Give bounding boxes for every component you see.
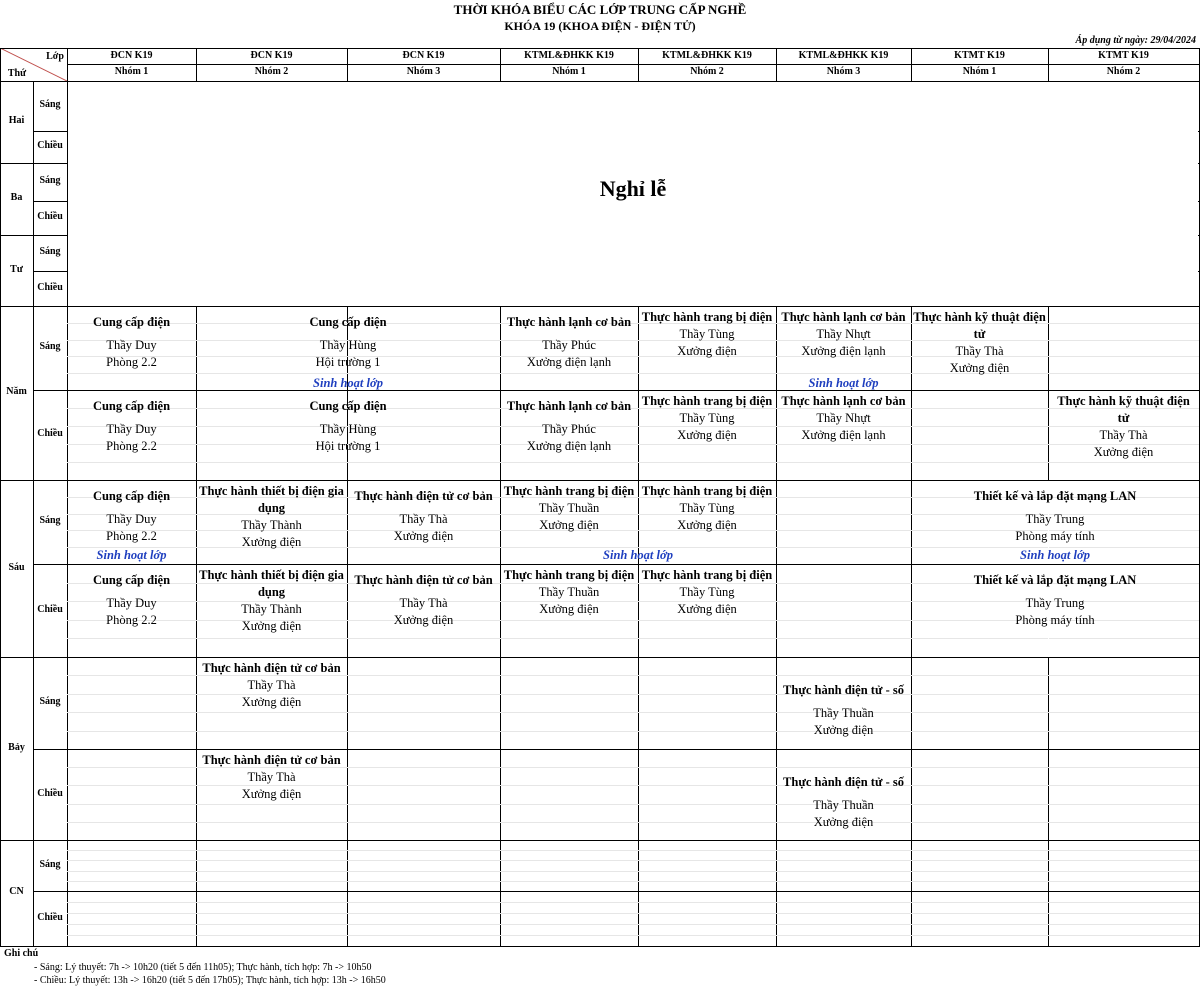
teacher: Thầy Tùng: [679, 411, 735, 425]
class-activity-label: Sinh hoạt lớp: [808, 376, 879, 390]
session-afternoon: Chiều: [37, 787, 63, 799]
room: Phòng máy tính: [1015, 529, 1095, 543]
room: Phòng 2.2: [106, 439, 157, 453]
grid-line: [33, 564, 1200, 565]
grid-line: [911, 840, 912, 891]
grid-line: [67, 935, 1199, 936]
class-cell: [69, 393, 194, 455]
room: Xưởng điện: [539, 518, 599, 532]
grid-line: [638, 657, 639, 749]
class-cell: [778, 393, 909, 444]
grid-line: [500, 306, 501, 390]
subject: Thực hành điện tử - số: [783, 683, 904, 697]
room: Xưởng điện: [241, 619, 302, 633]
grid-line: [196, 891, 197, 946]
class-name: ĐCN K19: [402, 50, 445, 61]
class-cell: [640, 483, 774, 534]
session-afternoon: Chiều: [37, 140, 63, 151]
grid-line: [347, 657, 348, 749]
class-cell: [502, 393, 636, 455]
corner-class-label: Lớp: [46, 51, 64, 62]
session-morning: Sáng: [39, 696, 61, 707]
class-cell: [502, 483, 636, 534]
class-cell: [502, 567, 636, 618]
teacher: Thầy Thuần: [813, 798, 874, 812]
teacher: Thầy Thuần: [538, 585, 600, 599]
holiday-label: Nghỉ lễ: [599, 176, 667, 201]
subject: Thực hành điện tử cơ bản: [202, 661, 341, 675]
subject: Thực hành lạnh cơ bản: [781, 310, 906, 324]
subject: Thực hành điện tử cơ bản: [354, 489, 493, 503]
session-morning: Sáng: [39, 515, 61, 526]
notes-label: Ghi chú: [4, 948, 39, 959]
grid-line: [911, 306, 912, 390]
session-afternoon: Chiều: [37, 211, 63, 222]
grid-line: [911, 657, 912, 749]
room: Phòng 2.2: [106, 529, 157, 543]
grid-line: [67, 913, 1199, 914]
room: Xưởng điện: [677, 428, 737, 442]
grid-line: [33, 306, 34, 480]
teacher: Thầy Tùng: [679, 327, 735, 341]
grid-line: [911, 390, 912, 480]
room: Xưởng điện: [241, 787, 302, 801]
subject: Cung cấp điện: [309, 315, 387, 329]
room: Xưởng điện: [813, 815, 874, 829]
notes-afternoon: - Chiều: Lý thuyết: 13h -> 16h20 (tiết 5 đến 17h05); Thực hành, tích hợp: 13h -> 16h50: [34, 975, 386, 986]
grid-line: [776, 749, 777, 840]
grid-line: [347, 891, 348, 946]
subject: Thiết kế và lắp đặt mạng LAN: [973, 489, 1137, 503]
grid-line: [0, 840, 1200, 841]
class-cell: [198, 660, 345, 711]
day-label: Sáu: [8, 561, 25, 573]
grid-line: [67, 731, 1199, 732]
room: Xưởng điện: [539, 602, 599, 616]
subject: Cung cấp điện: [92, 489, 171, 503]
grid-line: [196, 749, 197, 840]
grid-line: [500, 390, 501, 480]
day-label: Bảy: [8, 741, 25, 753]
grid-line: [67, 638, 1199, 639]
class-cell: [913, 309, 1046, 377]
subject: Thực hành điện tử - số: [783, 775, 904, 789]
grid-line: [196, 840, 197, 891]
subject: Thực hành trang bị điện: [503, 484, 635, 498]
teacher: Thầy Thà: [1099, 428, 1148, 442]
grid-line: [196, 480, 197, 564]
class-activity-label: Sinh hoạt lớp: [96, 548, 167, 562]
teacher: Thầy Duy: [106, 422, 157, 436]
class-cell: [778, 309, 909, 360]
grid-line: [67, 902, 1199, 903]
subject: Thực hành lạnh cơ bản: [781, 394, 906, 408]
timetable-grid: [0, 48, 1200, 947]
corner-day-label: Thứ: [7, 68, 27, 79]
class-cell: [69, 567, 194, 629]
grid-line: [1048, 390, 1049, 480]
room: Phòng máy tính: [1015, 613, 1095, 627]
class-name: KTML&ĐHKK K19: [798, 50, 889, 61]
applied-date: Áp dụng từ ngày: 29/04/2024: [1075, 35, 1196, 46]
teacher: Thầy Thành: [241, 602, 302, 616]
grid-line: [0, 480, 1200, 481]
teacher: Thầy Thành: [241, 518, 302, 532]
grid-line: [776, 657, 777, 749]
class-cell: [913, 567, 1197, 629]
grid-line: [638, 564, 639, 657]
class-cell: [349, 567, 498, 629]
teacher: Thầy Phúc: [542, 338, 596, 352]
grid-line: [638, 749, 639, 840]
subject: Thực hành kỹ thuật điện tử: [913, 310, 1046, 341]
class-group: Nhóm 1: [114, 66, 149, 77]
grid-line: [0, 657, 1200, 658]
grid-line: [67, 657, 68, 840]
room: Xưởng điện: [241, 695, 302, 709]
room: Xưởng điện: [677, 602, 737, 616]
day-label: Năm: [6, 386, 27, 397]
grid-line: [347, 840, 348, 891]
day-label: CN: [9, 886, 24, 897]
class-group: Nhóm 2: [1106, 66, 1141, 77]
teacher: Thầy Duy: [106, 512, 157, 526]
class-name: KTMT K19: [954, 50, 1005, 61]
grid-line: [33, 891, 1200, 892]
room: Xưởng điện: [1093, 445, 1154, 459]
room: Phòng 2.2: [106, 613, 157, 627]
class-name: KTML&ĐHKK K19: [662, 50, 752, 61]
grid-line: [347, 480, 348, 564]
room: Xưởng điện: [393, 529, 454, 543]
grid-line: [347, 749, 348, 840]
class-group: Nhóm 1: [962, 66, 997, 77]
grid-line: [911, 891, 912, 946]
subject: Cung cấp điện: [92, 315, 171, 329]
teacher: Thầy Trung: [1025, 596, 1085, 610]
class-activity-label: Sinh hoạt lớp: [313, 376, 383, 390]
subject: Thực hành trang bị điện: [641, 484, 773, 498]
grid-line: [1048, 840, 1049, 891]
grid-line: [67, 306, 68, 480]
page-title: THỜI KHÓA BIỂU CÁC LỚP TRUNG CẤP NGHỀ: [453, 2, 747, 17]
session-afternoon: Chiều: [37, 603, 63, 615]
class-cell: [640, 393, 774, 444]
grid-line: [196, 564, 197, 657]
grid-line: [33, 480, 34, 657]
teacher: Thầy Thuần: [538, 501, 600, 515]
room: Xưởng điện lạnh: [526, 355, 612, 369]
grid-line: [67, 712, 1199, 713]
class-activity-label: Sinh hoạt lớp: [603, 548, 673, 562]
room: Phòng 2.2: [106, 355, 157, 369]
grid-line: [67, 871, 1199, 872]
day-label: Ba: [10, 192, 23, 203]
grid-line: [500, 749, 501, 840]
subject: Thực hành trang bị điện: [641, 394, 773, 408]
class-activity-label: Sinh hoạt lớp: [1020, 548, 1090, 562]
grid-line: [911, 749, 912, 840]
grid-line: [500, 564, 501, 657]
room: Xưởng điện lạnh: [801, 428, 886, 442]
room: Hội trường 1: [315, 439, 381, 453]
room: Xưởng điện: [949, 361, 1010, 375]
class-cell: [640, 567, 774, 618]
grid-line: [638, 840, 639, 891]
grid-line: [67, 480, 68, 657]
grid-line: [33, 163, 34, 235]
subject: Thực hành thiết bị điện gia dụng: [199, 568, 344, 599]
teacher: Thầy Nhựt: [816, 411, 871, 425]
grid-line: [67, 924, 1199, 925]
grid-line: [776, 564, 777, 657]
teacher: Thầy Thà: [399, 512, 448, 526]
session-afternoon: Chiều: [37, 281, 63, 293]
class-group: Nhóm 3: [406, 66, 441, 77]
subject: Cung cấp điện: [309, 399, 387, 413]
class-group: Nhóm 2: [254, 66, 289, 77]
teacher: Thầy Duy: [106, 596, 157, 610]
teacher: Thầy Thà: [247, 770, 296, 784]
grid-line: [911, 564, 912, 657]
subject: Thực hành lạnh cơ bản: [506, 399, 632, 413]
grid-line: [67, 804, 1199, 805]
session-afternoon: Chiều: [37, 428, 63, 439]
subject: Thực hành trang bị điện: [641, 568, 773, 582]
class-cell: [198, 483, 345, 551]
grid-line: [1048, 749, 1049, 840]
class-cell: [502, 309, 636, 371]
class-name: KTMT K19: [1098, 50, 1149, 61]
grid-line: [1048, 891, 1049, 946]
grid-line: [500, 891, 501, 946]
class-cell: [778, 677, 909, 739]
room: Hội trường 1: [315, 355, 381, 369]
grid-line: [67, 840, 68, 946]
class-cell: [69, 309, 194, 371]
session-morning: Sáng: [39, 99, 61, 110]
teacher: Thầy Hùng: [319, 338, 377, 352]
class-name: KTML&ĐHKK K19: [524, 50, 614, 61]
grid-line: [67, 462, 1199, 463]
grid-line: [67, 822, 1199, 823]
grid-line: [33, 657, 34, 840]
session-morning: Sáng: [39, 341, 61, 352]
teacher: Thầy Thuần: [813, 706, 874, 720]
grid-line: [1048, 306, 1049, 390]
subject: Thực hành kỹ thuật điện tử: [1057, 394, 1190, 425]
grid-line: [67, 881, 1199, 882]
grid-line: [638, 306, 639, 390]
notes-morning: - Sáng: Lý thuyết: 7h -> 10h20 (tiết 5 đến 11h05); Thực hành, tích hợp: 7h -> 10h50: [34, 962, 372, 973]
grid-line: [0, 48, 1, 946]
grid-line: [1048, 657, 1049, 749]
session-morning: Sáng: [39, 246, 61, 257]
class-cell: [198, 309, 498, 371]
grid-line: [776, 390, 777, 480]
grid-line: [33, 749, 1200, 750]
session-morning: Sáng: [39, 175, 61, 186]
grid-line: [776, 480, 777, 564]
room: Xưởng điện lạnh: [526, 439, 612, 453]
teacher: Thầy Nhựt: [816, 327, 871, 341]
class-cell: [1050, 393, 1197, 461]
class-cell: [198, 752, 345, 803]
session-morning: Sáng: [39, 858, 61, 870]
class-name: ĐCN K19: [110, 50, 153, 61]
subject: Thực hành điện tử cơ bản: [354, 573, 493, 587]
teacher: Thầy Phúc: [542, 422, 596, 436]
teacher: Thầy Thà: [247, 678, 296, 692]
teacher: Thầy Hùng: [319, 422, 377, 436]
class-group: Nhóm 3: [826, 66, 861, 77]
teacher: Thầy Thà: [399, 596, 448, 610]
grid-line: [67, 860, 1199, 861]
day-label: Hai: [8, 115, 25, 126]
day-label: Tư: [10, 263, 23, 275]
grid-line: [0, 946, 1200, 947]
subject: Thực hành điện tử cơ bản: [202, 753, 341, 767]
class-cell: [640, 309, 774, 360]
class-cell: [198, 567, 345, 635]
class-cell: [69, 483, 194, 545]
teacher: Thầy Thà: [955, 344, 1004, 358]
class-group: Nhóm 2: [690, 66, 724, 77]
grid-line: [0, 306, 1200, 307]
subject: Thực hành thiết bị điện gia dụng: [199, 484, 344, 515]
subject: Cung cấp điện: [92, 573, 171, 587]
grid-line: [67, 850, 1199, 851]
room: Xưởng điện: [677, 518, 737, 532]
grid-line: [638, 390, 639, 480]
class-cell: [349, 483, 498, 545]
grid-line: [776, 840, 777, 891]
subject: Thực hành trang bị điện: [503, 568, 635, 582]
class-name: ĐCN K19: [250, 50, 293, 61]
teacher: Thầy Trung: [1025, 512, 1085, 526]
subject: Cung cấp điện: [92, 399, 171, 413]
grid-line: [638, 891, 639, 946]
grid-line: [196, 390, 197, 480]
grid-line: [196, 657, 197, 749]
room: Xưởng điện lạnh: [801, 344, 886, 358]
grid-line: [500, 840, 501, 891]
subject: Thực hành lạnh cơ bản: [506, 315, 632, 329]
class-cell: [198, 393, 498, 455]
grid-line: [500, 657, 501, 749]
grid-line: [33, 840, 34, 946]
grid-line: [347, 564, 348, 657]
subject: Thiết kế và lắp đặt mạng LAN: [973, 573, 1137, 587]
class-group: Nhóm 1: [552, 66, 586, 77]
page-subtitle: KHÓA 19 (KHOA ĐIỆN - ĐIỆN TỬ): [504, 19, 696, 33]
teacher: Thầy Duy: [106, 338, 157, 352]
room: Xưởng điện: [813, 723, 874, 737]
room: Xưởng điện: [393, 613, 454, 627]
grid-line: [776, 891, 777, 946]
class-cell: [778, 769, 909, 831]
room: Xưởng điện: [241, 535, 302, 549]
room: Xưởng điện: [677, 344, 737, 358]
subject: Thực hành trang bị điện: [641, 310, 773, 324]
session-afternoon: Chiều: [37, 911, 63, 923]
teacher: Thầy Tùng: [679, 585, 735, 599]
teacher: Thầy Tùng: [679, 501, 735, 515]
class-cell: [913, 483, 1197, 545]
